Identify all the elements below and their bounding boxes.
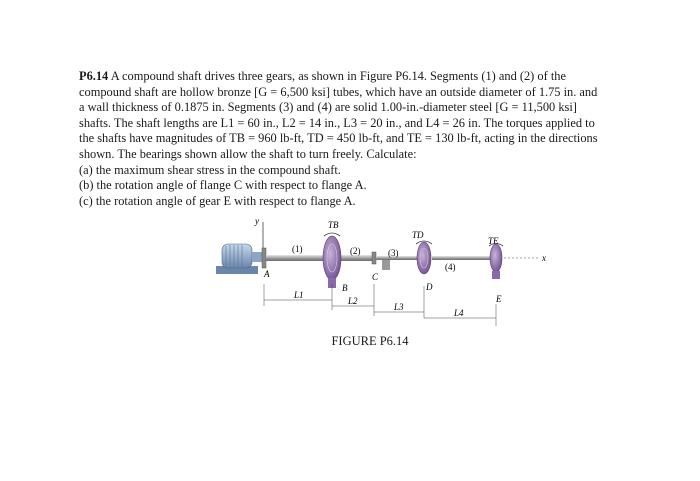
shaft-figure	[200, 214, 560, 326]
flange-c	[372, 252, 376, 264]
label-l4: L4	[454, 308, 464, 318]
problem-line-3: a wall thickness of 0.1875 in. Segments (3) and (4) are solid 1.00-in.-diameter steel [G = 11,500 ksi]	[79, 100, 577, 115]
figure-caption: FIGURE P6.14	[331, 334, 409, 348]
problem-line-6: shown. The bearings shown allow the shaft to turn freely. Calculate:	[79, 146, 417, 161]
label-td: TD	[412, 230, 424, 240]
part-c: (c) the rotation angle of gear E with respect to flange A.	[79, 193, 356, 208]
label-l3: L3	[394, 302, 404, 312]
motor	[216, 244, 262, 274]
label-seg1: (1)	[292, 244, 303, 254]
label-l2: L2	[348, 296, 358, 306]
flange-a	[262, 248, 266, 268]
x-axis-label: x	[542, 253, 546, 263]
label-tb: TB	[328, 220, 339, 230]
problem-line-2: compound shaft are hollow bronze [G = 6,500 ksi] tubes, which have an outside diameter of 1.75 in. and	[79, 84, 598, 99]
gear-b	[323, 236, 341, 288]
shaft-segment-4	[432, 256, 496, 260]
problem-line-1: P6.14 A compound shaft drives three gears, as shown in Figure P6.14. Segments (1) and (2) of the	[79, 69, 566, 83]
y-axis-label: y	[255, 216, 259, 226]
label-l1: L1	[294, 290, 304, 300]
gear-d	[417, 242, 431, 274]
label-b: B	[342, 283, 348, 293]
problem-line-5: the shafts have magnitudes of TB = 960 lb-ft, TD = 450 lb-ft, and TE = 130 lb-ft, acting in the directions	[79, 131, 598, 146]
label-d: D	[426, 282, 433, 292]
gear-e	[490, 244, 502, 279]
bearing	[382, 260, 390, 270]
label-a: A	[264, 269, 270, 279]
label-c: C	[372, 272, 379, 282]
label-seg4: (4)	[445, 262, 456, 272]
problem-statement	[79, 69, 649, 209]
shaft-segment-1	[266, 255, 332, 261]
problem-line-4: shafts. The shaft lengths are L1 = 60 in., L2 = 14 in., L3 = 20 in., and L4 = 26 in. The torques applied to	[79, 115, 595, 130]
part-a: (a) the maximum shear stress in the compound shaft.	[79, 162, 341, 177]
label-seg3: (3)	[388, 248, 399, 258]
part-b: (b) the rotation angle of flange C with respect to flange A.	[79, 178, 367, 193]
label-te: TE	[488, 236, 499, 246]
label-e: E	[496, 294, 502, 304]
torque-arrow-b	[324, 233, 340, 236]
label-seg2: (2)	[350, 246, 361, 256]
problem-number: P6.14	[79, 69, 109, 83]
